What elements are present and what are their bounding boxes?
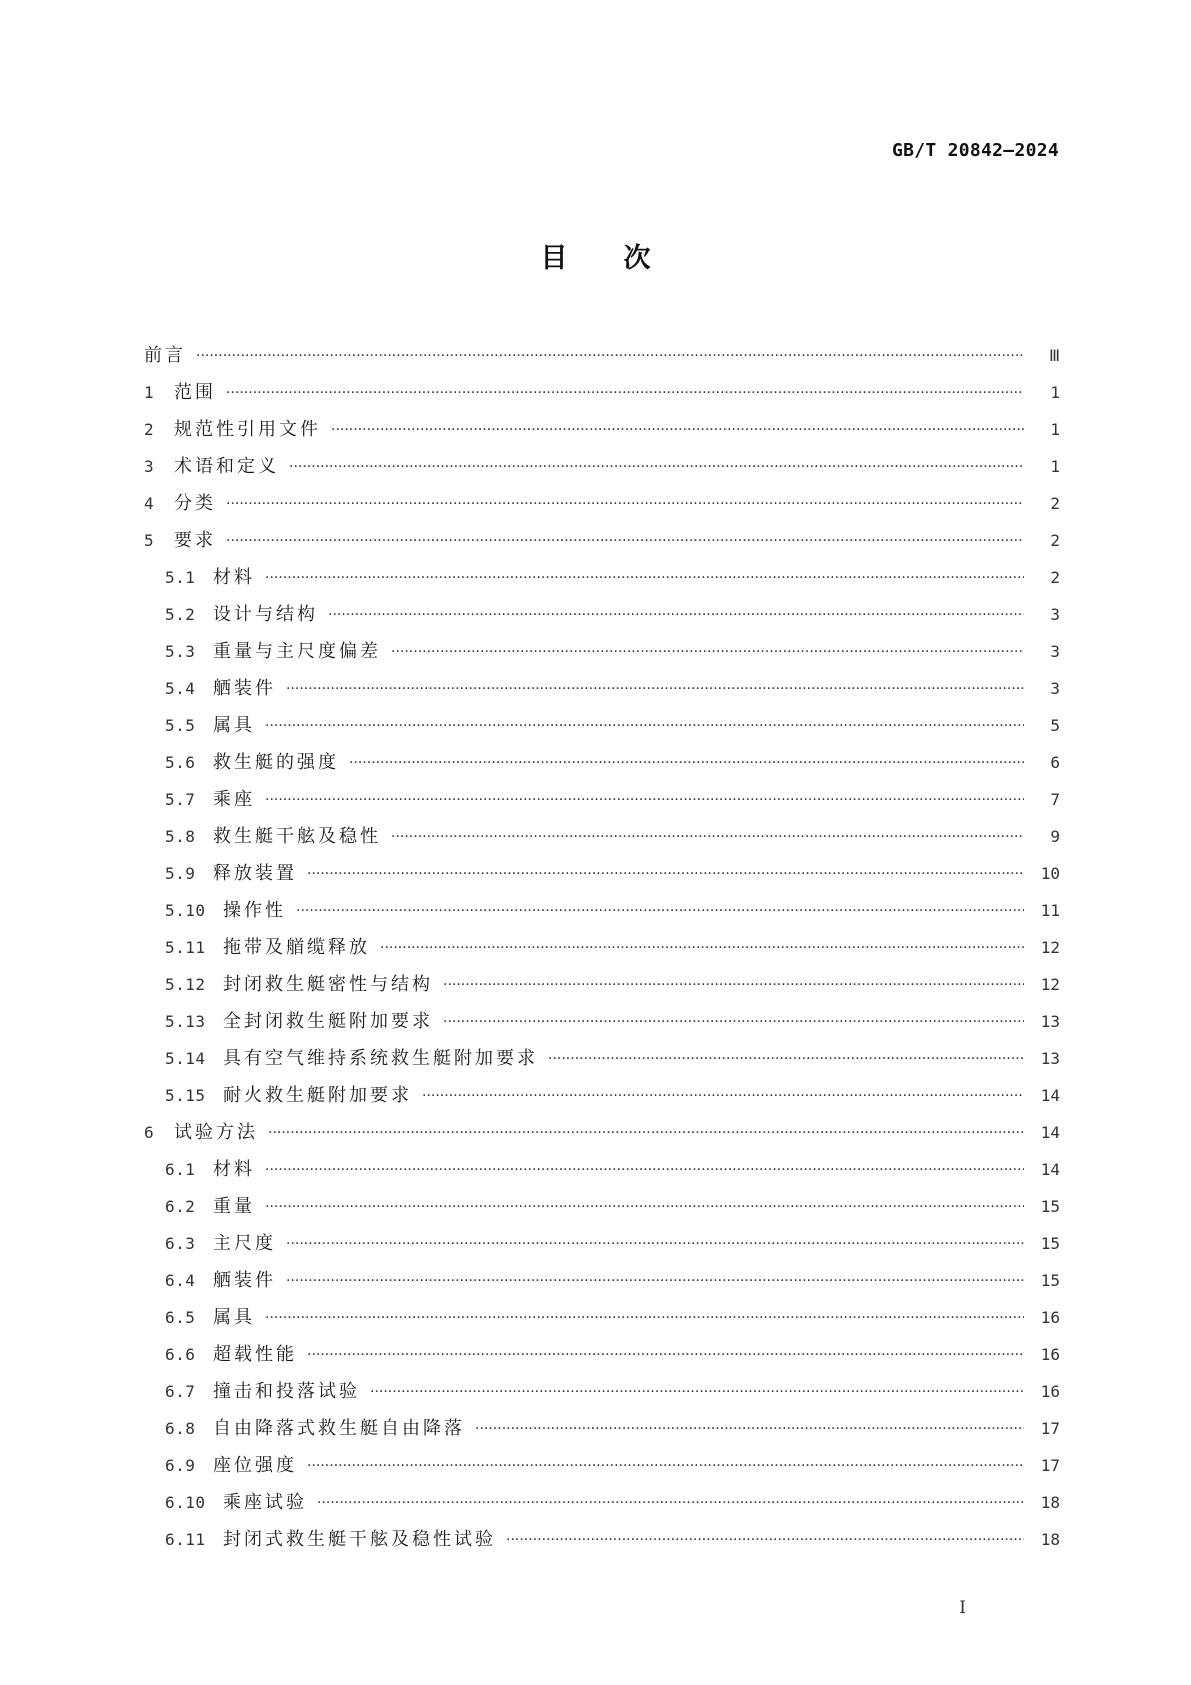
dot-leader bbox=[380, 936, 1024, 960]
dot-leader bbox=[331, 418, 1024, 442]
toc-entry[interactable] bbox=[0, 966, 1191, 1003]
dot-leader bbox=[286, 1232, 1024, 1256]
toc-entry-page: 14 bbox=[1040, 1122, 1060, 1142]
toc-entry[interactable] bbox=[0, 1336, 1191, 1373]
dot-leader bbox=[391, 825, 1024, 849]
toc-entry-page: Ⅲ bbox=[1048, 345, 1060, 365]
toc-entry-page: 12 bbox=[1040, 974, 1060, 994]
toc-entry-number: 6 bbox=[144, 1122, 155, 1142]
toc-entry[interactable] bbox=[0, 448, 1191, 485]
toc-entry-number: 5.11 bbox=[165, 937, 206, 957]
toc-entry[interactable] bbox=[0, 1521, 1191, 1558]
toc-entry-number: 1 bbox=[144, 382, 155, 402]
toc-entry-page: 5 bbox=[1050, 715, 1060, 735]
dot-leader bbox=[349, 751, 1024, 775]
toc-entry-number: 5.8 bbox=[165, 826, 196, 846]
dot-leader bbox=[265, 1306, 1024, 1330]
page-title: 目次 bbox=[540, 243, 707, 274]
toc-entry[interactable] bbox=[0, 892, 1191, 929]
toc-entry-label: 乘座试验 bbox=[223, 1491, 307, 1513]
toc-entry[interactable] bbox=[0, 707, 1191, 744]
dot-leader bbox=[506, 1528, 1024, 1552]
toc-entry-label: 属具 bbox=[213, 714, 255, 736]
toc-entry-number: 5.7 bbox=[165, 789, 196, 809]
toc-entry-number: 6.4 bbox=[165, 1270, 196, 1290]
toc-entry[interactable] bbox=[0, 1151, 1191, 1188]
toc-entry-page: 1 bbox=[1050, 382, 1060, 402]
toc-entry-number: 6.2 bbox=[165, 1196, 196, 1216]
toc-entry-label: 拖带及艏缆释放 bbox=[223, 936, 370, 958]
toc-entry-page: 1 bbox=[1050, 419, 1060, 439]
toc-entry-number: 5.2 bbox=[165, 604, 196, 624]
toc-entry-page: 12 bbox=[1040, 937, 1060, 957]
toc-entry[interactable] bbox=[0, 1225, 1191, 1262]
toc-entry-label: 分类 bbox=[174, 492, 216, 514]
toc-entry-number: 3 bbox=[144, 456, 155, 476]
toc-entry-page: 13 bbox=[1040, 1011, 1060, 1031]
dot-leader bbox=[265, 1158, 1024, 1182]
toc-entry-number: 5.6 bbox=[165, 752, 196, 772]
toc-entry[interactable] bbox=[0, 781, 1191, 818]
toc-entry-label: 材料 bbox=[213, 566, 255, 588]
dot-leader bbox=[265, 566, 1024, 590]
table-of-contents bbox=[0, 337, 1191, 1558]
toc-entry-page: 17 bbox=[1040, 1418, 1060, 1438]
toc-entry[interactable] bbox=[0, 522, 1191, 559]
standard-code: GB/T 20842—2024 bbox=[891, 140, 1059, 161]
toc-entry-label: 自由降落式救生艇自由降落 bbox=[213, 1417, 465, 1439]
toc-entry-page: 18 bbox=[1040, 1529, 1060, 1549]
toc-entry-page: 14 bbox=[1040, 1085, 1060, 1105]
toc-entry-page: 16 bbox=[1040, 1344, 1060, 1364]
toc-entry-number: 4 bbox=[144, 493, 155, 513]
toc-entry-label: 舾装件 bbox=[213, 1269, 276, 1291]
toc-entry-label: 乘座 bbox=[213, 788, 255, 810]
toc-entry-number: 6.3 bbox=[165, 1233, 196, 1253]
toc-entry[interactable] bbox=[0, 411, 1191, 448]
dot-leader bbox=[328, 603, 1024, 627]
toc-entry-label: 重量 bbox=[213, 1195, 255, 1217]
toc-entry-label: 救生艇的强度 bbox=[213, 751, 339, 773]
page-number: I bbox=[959, 1598, 966, 1618]
dot-leader bbox=[226, 492, 1024, 516]
toc-entry-label: 撞击和投落试验 bbox=[213, 1380, 360, 1402]
dot-leader bbox=[265, 1195, 1024, 1219]
toc-entry-page: 7 bbox=[1050, 789, 1060, 809]
dot-leader bbox=[443, 973, 1024, 997]
toc-entry-page: 9 bbox=[1050, 826, 1060, 846]
toc-entry-label: 全封闭救生艇附加要求 bbox=[223, 1010, 433, 1032]
dot-leader bbox=[265, 714, 1024, 738]
toc-entry-page: 15 bbox=[1040, 1196, 1060, 1216]
toc-entry-number: 5.14 bbox=[165, 1048, 206, 1068]
toc-entry-label: 释放装置 bbox=[213, 862, 297, 884]
toc-entry[interactable] bbox=[0, 1077, 1191, 1114]
toc-entry-number: 2 bbox=[144, 419, 155, 439]
toc-entry-page: 2 bbox=[1050, 530, 1060, 550]
dot-leader bbox=[226, 381, 1024, 405]
toc-entry[interactable] bbox=[0, 1262, 1191, 1299]
toc-entry-number: 5.3 bbox=[165, 641, 196, 661]
toc-entry-label: 座位强度 bbox=[213, 1454, 297, 1476]
toc-entry-number: 6.7 bbox=[165, 1381, 196, 1401]
toc-entry[interactable] bbox=[0, 1447, 1191, 1484]
toc-entry-page: 1 bbox=[1050, 456, 1060, 476]
toc-entry-number: 6.1 bbox=[165, 1159, 196, 1179]
toc-entry-label: 前言 bbox=[144, 344, 186, 366]
toc-entry-label: 材料 bbox=[213, 1158, 255, 1180]
dot-leader bbox=[307, 862, 1024, 886]
toc-entry-label: 封闭救生艇密性与结构 bbox=[223, 973, 433, 995]
dot-leader bbox=[286, 1269, 1024, 1293]
toc-entry[interactable] bbox=[0, 1484, 1191, 1521]
toc-entry-label: 封闭式救生艇干舷及稳性试验 bbox=[223, 1528, 496, 1550]
toc-entry-number: 6.9 bbox=[165, 1455, 196, 1475]
toc-entry[interactable] bbox=[0, 1114, 1191, 1151]
toc-entry-number: 6.5 bbox=[165, 1307, 196, 1327]
toc-entry-page: 3 bbox=[1050, 604, 1060, 624]
dot-leader bbox=[296, 899, 1024, 923]
toc-entry-page: 15 bbox=[1040, 1270, 1060, 1290]
toc-entry-number: 6.10 bbox=[165, 1492, 206, 1512]
toc-entry-number: 5.10 bbox=[165, 900, 206, 920]
toc-entry[interactable] bbox=[0, 744, 1191, 781]
toc-entry-number: 6.11 bbox=[165, 1529, 206, 1549]
toc-entry-page: 2 bbox=[1050, 493, 1060, 513]
toc-entry[interactable] bbox=[0, 855, 1191, 892]
dot-leader bbox=[268, 1121, 1024, 1145]
toc-entry-label: 属具 bbox=[213, 1306, 255, 1328]
toc-entry-label: 主尺度 bbox=[213, 1232, 276, 1254]
toc-entry-number: 5.12 bbox=[165, 974, 206, 994]
toc-entry-label: 超载性能 bbox=[213, 1343, 297, 1365]
toc-entry-number: 6.6 bbox=[165, 1344, 196, 1364]
dot-leader bbox=[317, 1491, 1024, 1515]
toc-entry-number: 5.5 bbox=[165, 715, 196, 735]
toc-entry-page: 16 bbox=[1040, 1381, 1060, 1401]
toc-entry-label: 具有空气维持系统救生艇附加要求 bbox=[223, 1047, 538, 1069]
dot-leader bbox=[443, 1010, 1024, 1034]
toc-entry[interactable] bbox=[0, 1410, 1191, 1447]
toc-entry-label: 重量与主尺度偏差 bbox=[213, 640, 381, 662]
dot-leader bbox=[475, 1417, 1024, 1441]
dot-leader bbox=[370, 1380, 1024, 1404]
toc-entry-label: 设计与结构 bbox=[213, 603, 318, 625]
toc-entry[interactable] bbox=[0, 337, 1191, 374]
dot-leader bbox=[289, 455, 1024, 479]
toc-entry-number: 5.13 bbox=[165, 1011, 206, 1031]
toc-entry-number: 5.15 bbox=[165, 1085, 206, 1105]
dot-leader bbox=[548, 1047, 1024, 1071]
toc-entry[interactable] bbox=[0, 1299, 1191, 1336]
dot-leader bbox=[226, 529, 1024, 553]
toc-entry-page: 10 bbox=[1040, 863, 1060, 883]
toc-entry-label: 操作性 bbox=[223, 899, 286, 921]
toc-entry-label: 试验方法 bbox=[174, 1121, 258, 1143]
toc-entry-page: 2 bbox=[1050, 567, 1060, 587]
toc-entry-page: 3 bbox=[1050, 678, 1060, 698]
toc-entry-number: 6.8 bbox=[165, 1418, 196, 1438]
toc-entry-page: 3 bbox=[1050, 641, 1060, 661]
toc-entry-page: 16 bbox=[1040, 1307, 1060, 1327]
dot-leader bbox=[196, 344, 1024, 368]
toc-entry[interactable] bbox=[0, 818, 1191, 855]
toc-entry-number: 5.9 bbox=[165, 863, 196, 883]
toc-entry-page: 18 bbox=[1040, 1492, 1060, 1512]
toc-entry[interactable] bbox=[0, 929, 1191, 966]
toc-entry-page: 14 bbox=[1040, 1159, 1060, 1179]
toc-entry-label: 耐火救生艇附加要求 bbox=[223, 1084, 412, 1106]
toc-entry-label: 术语和定义 bbox=[174, 455, 279, 477]
dot-leader bbox=[391, 640, 1024, 664]
toc-entry[interactable] bbox=[0, 1040, 1191, 1077]
toc-entry-label: 要求 bbox=[174, 529, 216, 551]
toc-entry-page: 13 bbox=[1040, 1048, 1060, 1068]
dot-leader bbox=[307, 1343, 1024, 1367]
toc-entry[interactable] bbox=[0, 670, 1191, 707]
toc-entry-page: 6 bbox=[1050, 752, 1060, 772]
toc-entry[interactable] bbox=[0, 1188, 1191, 1225]
toc-entry-label: 舾装件 bbox=[213, 677, 276, 699]
toc-entry[interactable] bbox=[0, 485, 1191, 522]
toc-entry-number: 5.1 bbox=[165, 567, 196, 587]
toc-entry-number: 5 bbox=[144, 530, 155, 550]
toc-entry[interactable] bbox=[0, 633, 1191, 670]
toc-entry[interactable] bbox=[0, 1373, 1191, 1410]
dot-leader bbox=[422, 1084, 1024, 1108]
toc-entry-label: 救生艇干舷及稳性 bbox=[213, 825, 381, 847]
toc-entry[interactable] bbox=[0, 559, 1191, 596]
dot-leader bbox=[307, 1454, 1024, 1478]
toc-entry[interactable] bbox=[0, 596, 1191, 633]
toc-entry-label: 范围 bbox=[174, 381, 216, 403]
dot-leader bbox=[265, 788, 1024, 812]
toc-entry-number: 5.4 bbox=[165, 678, 196, 698]
toc-entry[interactable] bbox=[0, 1003, 1191, 1040]
toc-entry[interactable] bbox=[0, 374, 1191, 411]
toc-entry-page: 11 bbox=[1040, 900, 1060, 920]
toc-entry-page: 15 bbox=[1040, 1233, 1060, 1253]
toc-entry-label: 规范性引用文件 bbox=[174, 418, 321, 440]
dot-leader bbox=[286, 677, 1024, 701]
toc-entry-page: 17 bbox=[1040, 1455, 1060, 1475]
